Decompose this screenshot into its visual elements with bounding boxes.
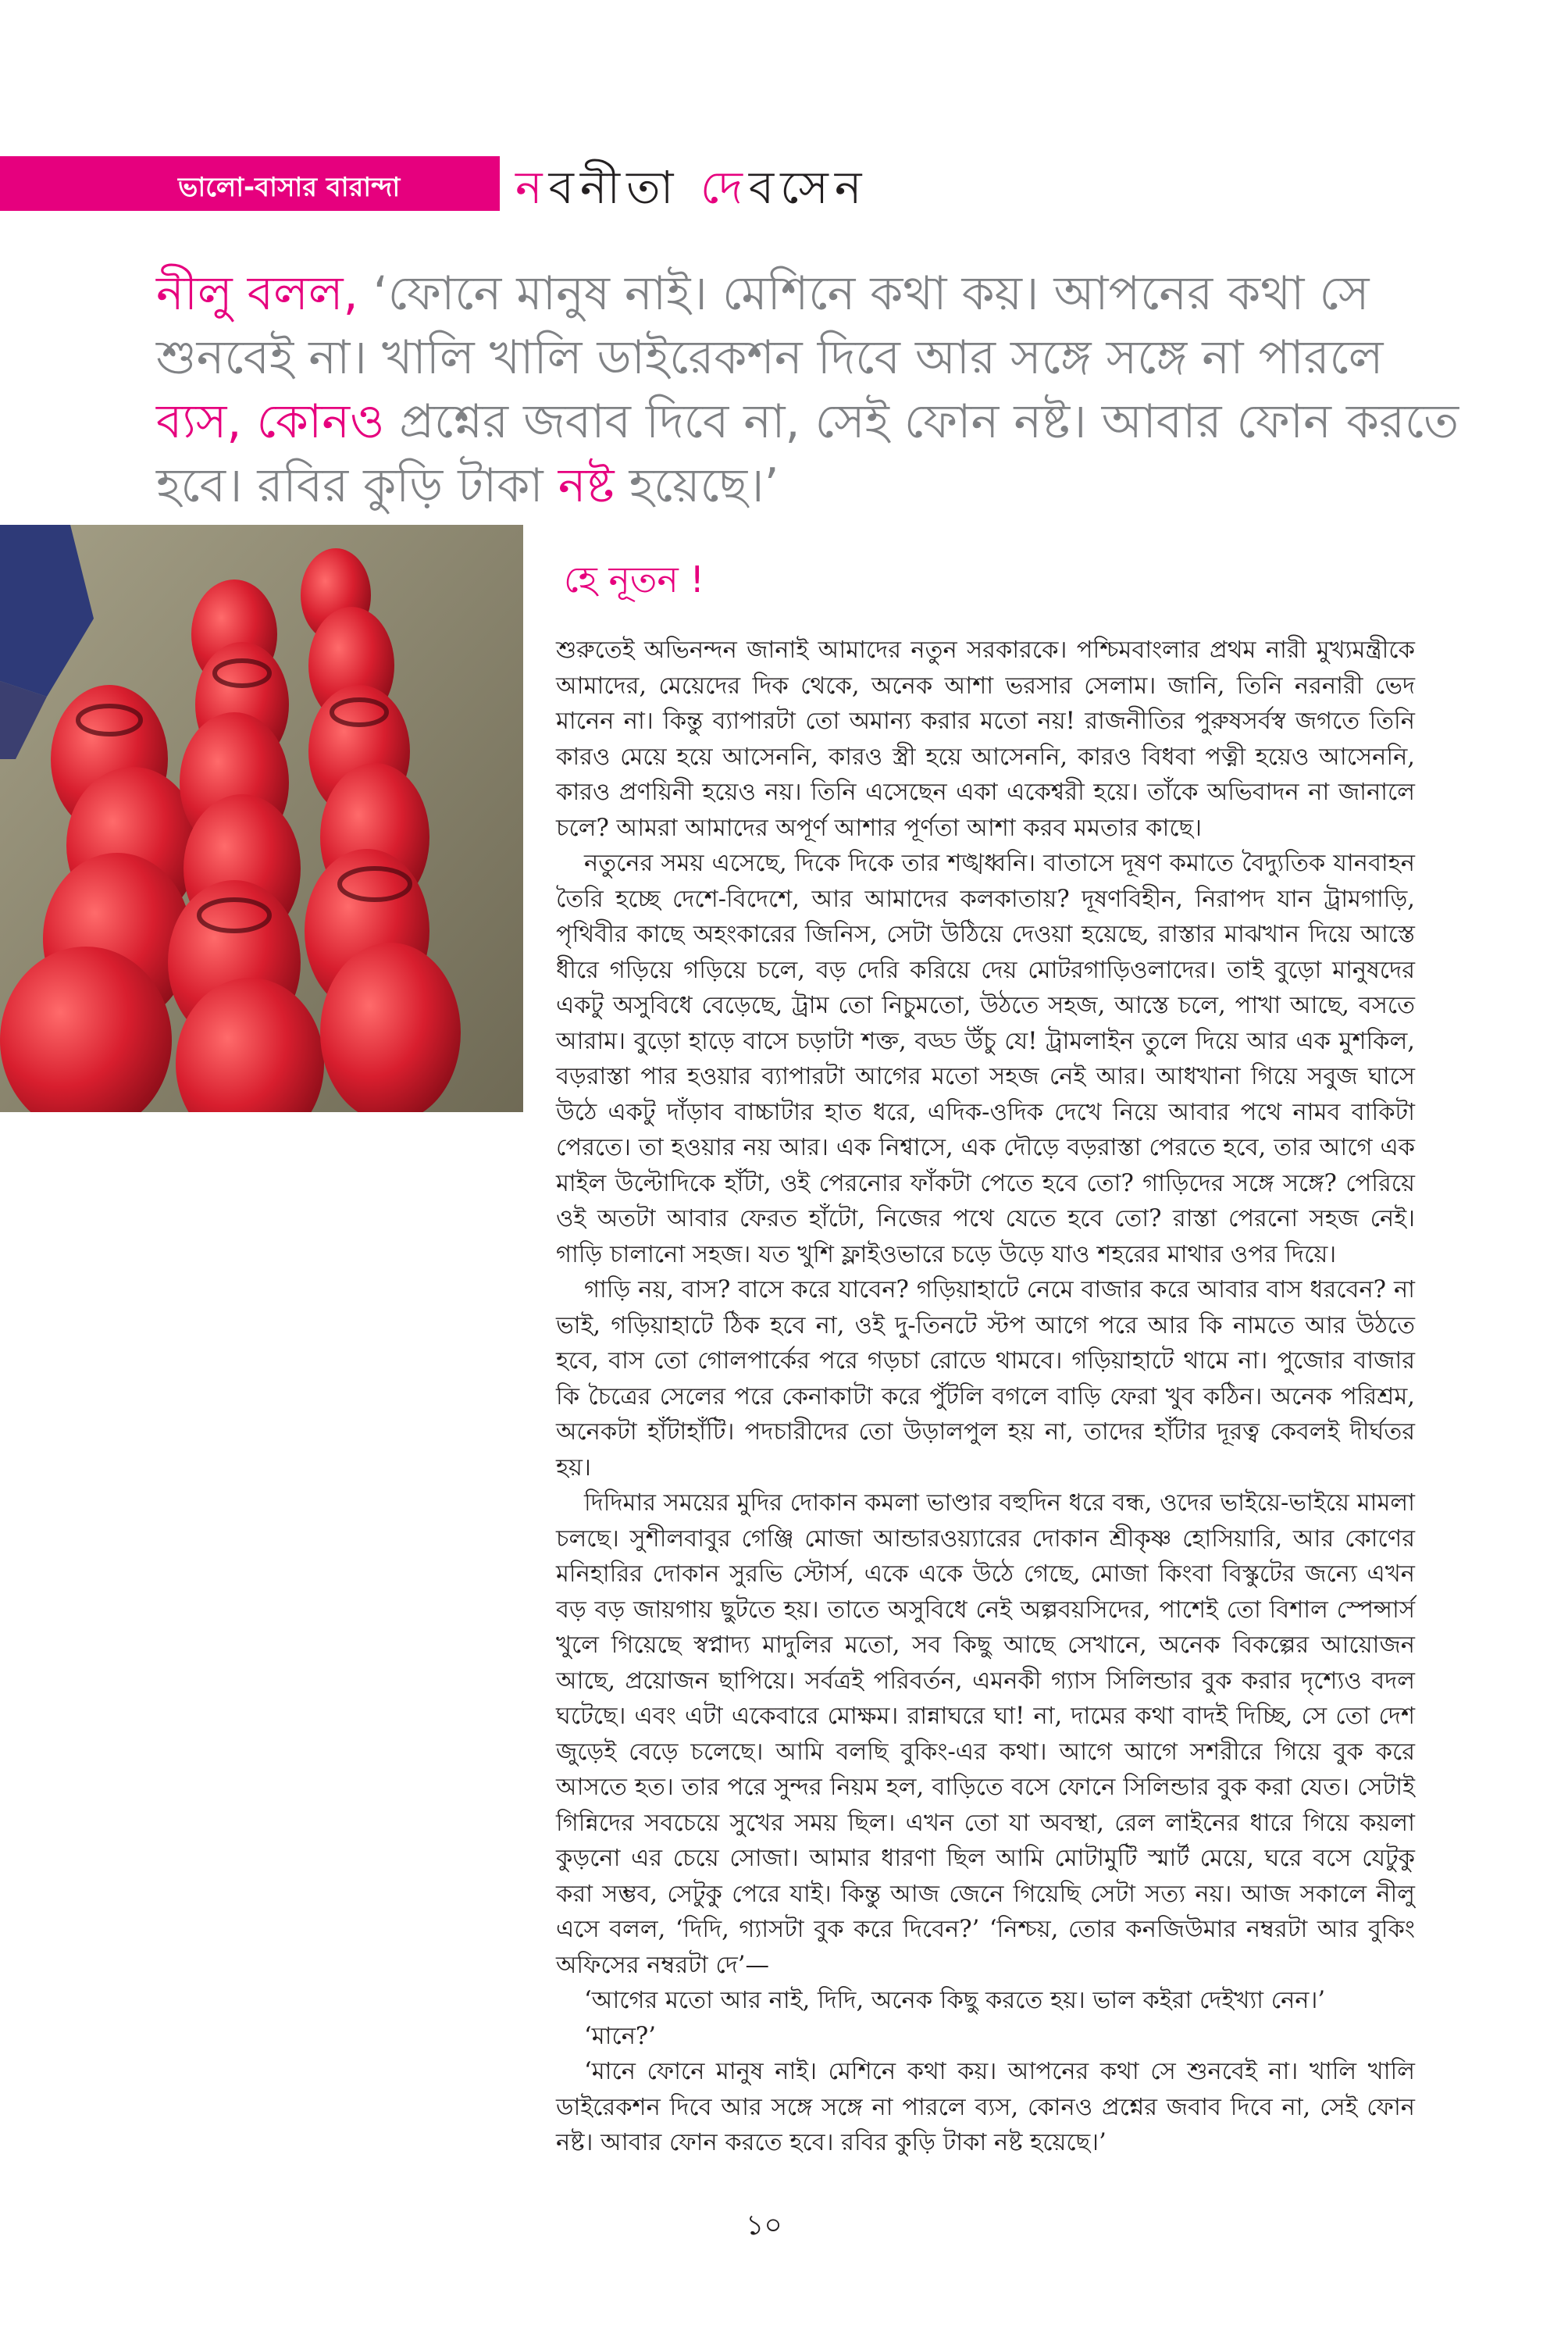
author-last-rest: বসেন xyxy=(748,161,868,214)
paragraph: ‘মানে ফোনে মানুষ নাই। মেশিনে কথা কয়। আপনের কথা সে শুনবেই না। খালি খালি ডাইরেকশন দিবে আর সঙ্গে সঙ্গে না পারলে ব্যস, কোনও প্রশ্নের জবাব দিবে না, সেই ফোন নষ্ট। আবার ফোন করতে হবে। রবির কুড়ি টাকা নষ্ট হয়েছে।’ xyxy=(556,2058,1415,2156)
author-name xyxy=(515,153,868,229)
page-number: ১০ xyxy=(746,2209,782,2241)
paragraph: শুরুতেই অভিনন্দন জানাই আমাদের নতুন সরকারকে। পশ্চিমবাংলার প্রথম নারী মুখ্যমন্ত্রীকে আমাদের, মেয়েদের দিক থেকে, অনেক আশা ভরসার সেলাম। জানি, তিনি নরনারী ভেদ মানেন না। কিন্তু ব্যাপারটা তো অমান্য করার মতো নয়! রাজনীতির পুরুষসর্বস্ব জগতে তিনি কারও মেয়ে হয়ে আসেননি, কারও স্ত্রী হয়ে আসেননি, কারও বিধবা পত্নী হয়েও আসেননি, কারও প্রণয়িনী হয়েও নয়। তিনি এসেছেন একা একেশ্বরী হয়ে। তাঁকে অভিবাদন না জানালে চলে? আমরা আমাদের অপূর্ণ আশার পূর্ণতা আশা করব মমতার কাছে। xyxy=(556,637,1415,842)
pullquote-text-3: হয়েছে।’ xyxy=(614,458,779,513)
pullquote-accent-2: নষ্ট xyxy=(558,458,615,513)
pullquote-accent-1: ব্যস, কোনও xyxy=(156,394,385,449)
author-first-rest: বনীতা xyxy=(548,161,680,214)
paragraph: দিদিমার সময়ের মুদির দোকান কমলা ভাণ্ডার বহুদিন ধরে বন্ধ, ওদের ভাইয়ে-ভাইয়ে মামলা চলছে। সুশীলবাবুর গেঞ্জি মোজা আন্ডারওয়্যারের দোকান শ্রীকৃষ্ণ হোসিয়ারি, আর কোণের মনিহারির দোকান সুরভি স্টোর্স, একে একে উঠে গেছে, মোজা কিংবা বিস্কুটের জন্যে এখন বড় বড় জায়গায় ছুটতে হয়। তাতে অসুবিধে নেই অল্পবয়সিদের, পাশেই তো বিশাল স্পেন্সার্স খুলে গিয়েছে স্বপ্নাদ্য মাদুলির মতো, সব কিছু আছে সেখানে, অনেক বিকল্পের আয়োজন আছে, প্রয়োজন ছাপিয়ে। সর্বত্রই পরিবর্তন, এমনকী গ্যাস সিলিন্ডার বুক করার দৃশ্যেও বদল ঘটেছে। এবং এটা একেবারে মোক্ষম। রান্নাঘরে ঘা! না, দামের কথা বাদই দিচ্ছি, সে তো দেশ জুড়েই বেড়ে চলেছে। আমি বলছি বুকিং-এর কথা। আগে আগে সশরীরে গিয়ে বুক করে আসতে হত। তার পরে সুন্দর নিয়ম হল, বাড়িতে বসে ফোনে সিলিন্ডার বুক করা যেত। সেটাই গিন্নিদের সবচেয়ে সুখের সময় ছিল। এখন তো যা অবস্থা, রেল লাইনের ধারে গিয়ে কয়লা কুড়নো এর চেয়ে সোজা। আমার ধারণা ছিল আমি মোটামুটি স্মার্ট মেয়ে, ঘরে বসে যেটুকু করা সম্ভব, সেটুকু পেরে যাই। কিন্তু আজ জেনে গিয়েছি সেটা সত্য নয়। আজ সকালে নীলু এসে বলল, ‘দিদি, গ্যাসটা বুক করে দিবেন?’ ‘নিশ্চয়, তোর কনজিউমার নম্বরটা আর বুকিং অফিসের নম্বরটা দে’— xyxy=(556,1489,1415,1979)
paragraph: গাড়ি নয়, বাস? বাসে করে যাবেন? গড়িয়াহাটে নেমে বাজার করে আবার বাস ধরবেন? না ভাই, গড়িয়াহাটে ঠিক হবে না, ওই দু-তিনটে স্টপ আগে পরে আর কি নামতে আর উঠতে হবে, বাস তো গোলপার্কের পরে গড়চা রোডে থামবে। গড়িয়াহাটে থামে না। পুজোর বাজার কি চৈত্রের সেলের পরে কেনাকাটা করে পুঁটলি বগলে বাড়ি ফেরা খুব কঠিন। অনেক পরিশ্রম, অনেকটা হাঁটাহাঁটি। পদচারীদের তো উড়ালপুল হয় না, তাদের হাঁটার দূরত্ব কেবলই দীর্ঘতর হয়। xyxy=(556,1276,1415,1482)
article-title: হে নূতন ! xyxy=(564,558,704,601)
pullquote-speaker: নীলু বলল, xyxy=(156,266,358,321)
author-first-initial: ন xyxy=(515,161,549,214)
pullquote-text-1: ‘ফোনে মানুষ নাই। মেশিনে কথা কয়। আপনের কথা সে শুনবেই না। খালি খালি ডাইরেকশন দিবে আর সঙ্গে সঙ্গে না পারলে xyxy=(156,266,1384,385)
gas-cylinders-photo xyxy=(0,525,523,1112)
pullquote xyxy=(156,262,1484,518)
gas-cylinders-illustration xyxy=(0,525,523,1112)
pullquote-text-2: প্রশ্নের জবাব দিবে না, সেই ফোন নষ্ট। আবার ফোন করতে হবে। রবির কুড়ি টাকা xyxy=(156,394,1459,513)
author-last-initial: দে xyxy=(700,161,749,214)
paragraph: ‘মানে?’ xyxy=(584,2022,656,2050)
column-name: ভালো-বাসার বারান্দা xyxy=(178,172,401,203)
paragraph: ‘আগের মতো আর নাই, দিদি, অনেক কিছু করতে হয়। ভাল কইরা দেইখ্যা নেন।’ xyxy=(584,1987,1326,2014)
article-body xyxy=(556,633,1415,2161)
paragraph: নতুনের সময় এসেছে, দিকে দিকে তার শঙ্খধ্বনি। বাতাসে দূষণ কমাতে বৈদ্যুতিক যানবাহন তৈরি হচ্ছে দেশে-বিদেশে, আর আমাদের কলকাতায়? দূষণবিহীন, নিরাপদ যান ট্রামগাড়ি, পৃথিবীর কাছে অহংকারের জিনিস, সেটা উঠিয়ে দেওয়া হয়েছে, রাস্তার মাঝখান দিয়ে আস্তে ধীরে গড়িয়ে গড়িয়ে চলে, বড় দেরি করিয়ে দেয় মোটরগাড়িওলাদের। তাই বুড়ো মানুষদের একটু অসুবিধে বেড়েছে, ট্রাম তো নিচুমতো, উঠতে সহজ, আস্তে চলে, পাখা আছে, বসতে আরাম। বুড়ো হাড়ে বাসে চড়াটা শক্ত, বড্ড উঁচু যে! ট্রামলাইন তুলে দিয়ে আর এক মুশকিল, বড়রাস্তা পার হওয়ার ব্যাপারটা আগের মতো সহজ নেই আর। আধখানা গিয়ে সবুজ ঘাসে উঠে একটু দাঁড়াব বাচ্চাটার হাত ধরে, এদিক-ওদিক দেখে নিয়ে আবার পথে নামব বাকিটা পেরতে। তা হওয়ার নয় আর। এক নিশ্বাসে, এক দৌড়ে বড়রাস্তা পেরতে হবে, তার আগে এক মাইল উল্টোদিকে হাঁটা, ওই পেরনোর ফাঁকটা পেতে হবে তো? গাড়িদের সঙ্গে সঙ্গে? পেরিয়ে ওই অতটা আবার ফেরত হাঁটো, নিজের পথে যেতে হবে তো? রাস্তা পেরনো সহজ নেই। গাড়ি চালানো সহজ। যত খুশি ফ্লাইওভারে চড়ে উড়ে যাও শহরের মাথার ওপর দিয়ে। xyxy=(556,850,1415,1268)
